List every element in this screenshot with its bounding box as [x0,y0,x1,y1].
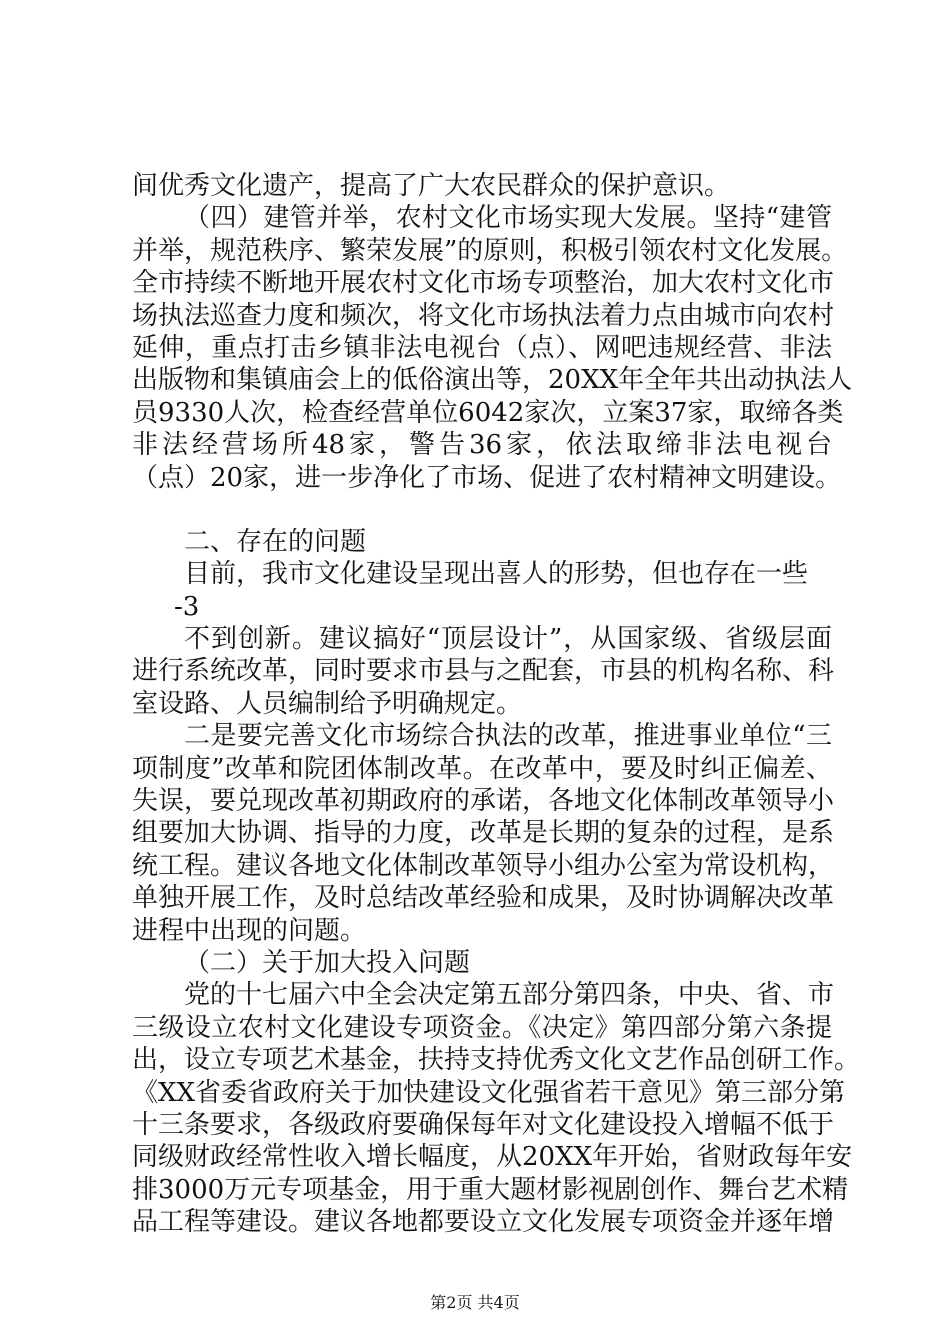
text-line: 品工程等建设。建议各地都要设立文化发展专项资金并逐年增 [132,1207,835,1238]
paragraph-gap [132,494,832,526]
text-line: 项制度”改革和院团体制改革。在改革中，要及时纠正偏差、 [132,753,832,784]
text-line: 《XX省委省政府关于加快建设文化强省若干意见》第三部分第 [132,1077,846,1108]
text-line: 出，设立专项艺术基金，扶持支持优秀文化文艺作品创研工作。 [132,1045,861,1076]
text-line: 排3000万元专项基金，用于重大题材影视剧创作、舞台艺术精 [132,1174,849,1205]
text-line: 统工程。建议各地文化体制改革领导小组办公室为常设机构， [132,850,835,881]
text-line: 二是要完善文化市场综合执法的改革，推进事业单位“三 [184,721,832,752]
text-line: 员9330人次，检查经营单位6042家次，立案37家，取缔各类 [132,397,844,428]
text-line: 不到创新。建议搞好“顶层设计”，从国家级、省级层面 [184,624,832,655]
text-line: （四）建管并举，农村文化市场实现大发展。坚持“建管 [184,203,832,234]
text-line: 十三条要求，各级政府要确保每年对文化建设投入增幅不低于 [132,1109,835,1140]
page-footer: 第2页 共4页 [430,1293,520,1312]
document-body [132,170,861,1239]
text-line: 室设路、人员编制给予明确规定。 [132,688,523,719]
text-line: 场执法巡查力度和频次，将文化市场执法着力点由城市向农村 [132,300,835,331]
text-line: （点）20家，进一步净化了市场、促进了农村精神文明建设。 [132,462,842,493]
text-line: 延伸，重点打击乡镇非法电视台（点）、网吧违规经营、非法 [132,332,832,363]
text-line: 间优秀文化遗产，提高了广大农民群众的保护意识。 [132,171,731,201]
section-heading: 二、存在的问题 [184,526,367,557]
text-line: 非法经营场所48家，警告36家，依法取缔非法电视台 [132,430,832,461]
text-line: 进行系统改革，同时要求市县与之配套，市县的机构名称、科 [132,656,835,687]
text-line: 全市持续不断地开展农村文化市场专项整治，加大农村文化市 [132,268,835,299]
section-intro: 目前，我市文化建设呈现出喜人的形势，但也存在一些 [184,559,809,590]
text-line: 同级财政经常性收入增长幅度，从20XX年开始，省财政每年安 [132,1142,853,1173]
text-line: 进程中出现的问题。 [132,915,367,946]
text-line: 并举，规范秩序、繁荣发展”的原则，积极引领农村文化发展。 [132,235,848,266]
text-line: 三级设立农村文化建设专项资金。《决定》第四部分第六条提 [132,1012,832,1043]
page-mark: -3 [174,591,200,622]
text-line: 单独开展工作，及时总结改革经验和成果，及时协调解决改革 [132,883,835,914]
text-line: 党的十七届六中全会决定第五部分第四条，中央、省、市 [184,980,835,1011]
text-line: 失误，要兑现改革初期政府的承诺，各地文化体制改革领导小 [132,786,835,817]
subsection-heading: （二）关于加大投入问题 [184,947,471,978]
text-line: 组要加大协调、指导的力度，改革是长期的复杂的过程，是系 [132,818,835,849]
text-line: 出版物和集镇庙会上的低俗演出等，20XX年全年共出动执法人 [132,365,853,396]
